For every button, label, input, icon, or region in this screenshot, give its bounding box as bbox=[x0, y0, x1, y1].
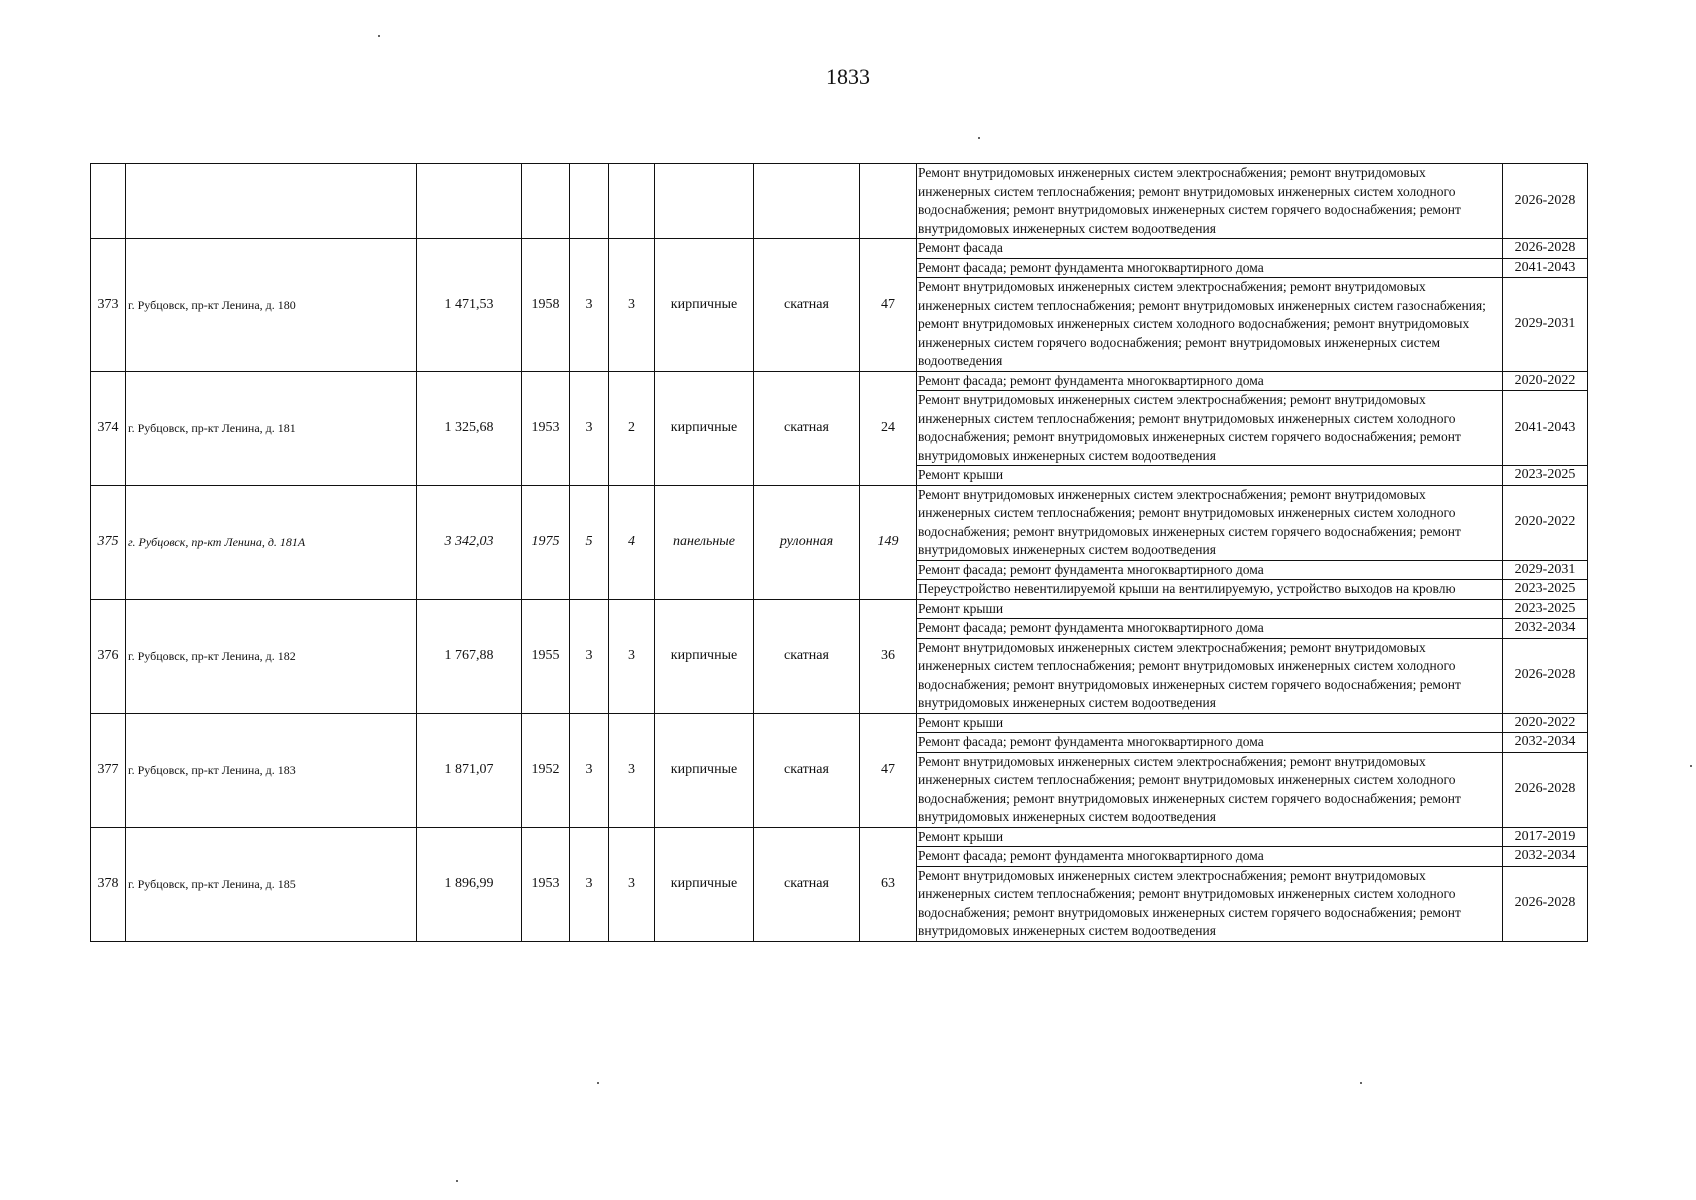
entrances-count: 4 bbox=[609, 485, 655, 599]
build-year: 1955 bbox=[522, 599, 570, 713]
scan-speck bbox=[978, 137, 980, 139]
scan-speck bbox=[456, 1180, 458, 1182]
work-period: 2029-2031 bbox=[1503, 560, 1588, 580]
work-period: 2017-2019 bbox=[1503, 827, 1588, 847]
empty-cell bbox=[609, 164, 655, 239]
work-description: Ремонт внутридомовых инженерных систем электроснабжения; ремонт внутридомовых инженерных систем теплоснабжения; ремонт внутридомовых инженерных систем холодного водоснабжения; ремонт внутридомовых инженерных систем горячего водоснабжения; ремонт внутридомовых инженерных систем водоотведения bbox=[917, 485, 1503, 560]
work-period: 2020-2022 bbox=[1503, 713, 1588, 733]
table-row bbox=[91, 599, 1588, 619]
repair-program-table bbox=[90, 163, 1588, 942]
wall-material: кирпичные bbox=[655, 599, 754, 713]
entrances-count: 3 bbox=[609, 239, 655, 372]
floors-count: 3 bbox=[570, 371, 609, 485]
work-description: Ремонт фасада; ремонт фундамента многоквартирного дома bbox=[917, 258, 1503, 278]
entrances-count: 3 bbox=[609, 713, 655, 827]
table-row bbox=[91, 164, 1588, 239]
work-period: 2029-2031 bbox=[1503, 278, 1588, 372]
roof-type: рулонная bbox=[754, 485, 860, 599]
work-description: Ремонт внутридомовых инженерных систем электроснабжения; ремонт внутридомовых инженерных систем теплоснабжения; ремонт внутридомовых инженерных систем холодного водоснабжения; ремонт внутридомовых инженерных систем горячего водоснабжения; ремонт внутридомовых инженерных систем водоотведения bbox=[917, 391, 1503, 466]
work-description: Ремонт крыши bbox=[917, 466, 1503, 486]
work-period: 2032-2034 bbox=[1503, 847, 1588, 867]
house-area: 1 325,68 bbox=[417, 371, 522, 485]
wall-material: кирпичные bbox=[655, 713, 754, 827]
work-period: 2026-2028 bbox=[1503, 752, 1588, 827]
scan-speck bbox=[1360, 1082, 1362, 1084]
build-year: 1953 bbox=[522, 827, 570, 941]
house-address: г. Рубцовск, пр-кт Ленина, д. 181А bbox=[126, 485, 417, 599]
work-description: Ремонт внутридомовых инженерных систем электроснабжения; ремонт внутридомовых инженерных систем теплоснабжения; ремонт внутридомовых инженерных систем холодного водоснабжения; ремонт внутридомовых инженерных систем горячего водоснабжения; ремонт внутридомовых инженерных систем водоотведения bbox=[917, 638, 1503, 713]
roof-type: скатная bbox=[754, 713, 860, 827]
empty-cell bbox=[754, 164, 860, 239]
table-row bbox=[91, 371, 1588, 391]
house-address: г. Рубцовск, пр-кт Ленина, д. 185 bbox=[126, 827, 417, 941]
table-row bbox=[91, 239, 1588, 259]
house-area: 1 896,99 bbox=[417, 827, 522, 941]
house-area: 1 767,88 bbox=[417, 599, 522, 713]
work-period: 2026-2028 bbox=[1503, 239, 1588, 259]
work-period: 2026-2028 bbox=[1503, 164, 1588, 239]
scan-speck bbox=[597, 1082, 599, 1084]
house-area: 1 471,53 bbox=[417, 239, 522, 372]
work-description: Ремонт фасада; ремонт фундамента многоквартирного дома bbox=[917, 371, 1503, 391]
residents-count: 63 bbox=[860, 827, 917, 941]
wall-material: кирпичные bbox=[655, 371, 754, 485]
roof-type: скатная bbox=[754, 599, 860, 713]
work-description: Ремонт внутридомовых инженерных систем электроснабжения; ремонт внутридомовых инженерных систем теплоснабжения; ремонт внутридомовых инженерных систем холодного водоснабжения; ремонт внутридомовых инженерных систем горячего водоснабжения; ремонт внутридомовых инженерных систем водоотведения bbox=[917, 164, 1503, 239]
work-period: 2032-2034 bbox=[1503, 733, 1588, 753]
floors-count: 3 bbox=[570, 713, 609, 827]
empty-cell bbox=[417, 164, 522, 239]
house-area: 1 871,07 bbox=[417, 713, 522, 827]
empty-cell bbox=[860, 164, 917, 239]
build-year: 1953 bbox=[522, 371, 570, 485]
scan-speck bbox=[1690, 765, 1692, 767]
table-row bbox=[91, 827, 1588, 847]
house-address: г. Рубцовск, пр-кт Ленина, д. 180 bbox=[126, 239, 417, 372]
work-period: 2041-2043 bbox=[1503, 391, 1588, 466]
work-period: 2032-2034 bbox=[1503, 619, 1588, 639]
floors-count: 3 bbox=[570, 827, 609, 941]
repair-program-table-wrap bbox=[90, 163, 1587, 942]
scan-speck bbox=[378, 35, 380, 37]
build-year: 1975 bbox=[522, 485, 570, 599]
work-period: 2023-2025 bbox=[1503, 466, 1588, 486]
floors-count: 3 bbox=[570, 239, 609, 372]
work-description: Переустройство невентилируемой крыши на вентилируемую, устройство выходов на кровлю bbox=[917, 580, 1503, 600]
row-number: 377 bbox=[91, 713, 126, 827]
build-year: 1958 bbox=[522, 239, 570, 372]
work-description: Ремонт крыши bbox=[917, 713, 1503, 733]
residents-count: 47 bbox=[860, 713, 917, 827]
page-number: 1833 bbox=[826, 64, 870, 89]
work-period: 2026-2028 bbox=[1503, 638, 1588, 713]
wall-material: панельные bbox=[655, 485, 754, 599]
work-description: Ремонт крыши bbox=[917, 827, 1503, 847]
work-description: Ремонт фасада; ремонт фундамента многоквартирного дома bbox=[917, 619, 1503, 639]
house-address: г. Рубцовск, пр-кт Ленина, д. 183 bbox=[126, 713, 417, 827]
residents-count: 47 bbox=[860, 239, 917, 372]
work-period: 2023-2025 bbox=[1503, 599, 1588, 619]
work-description: Ремонт фасада; ремонт фундамента многоквартирного дома bbox=[917, 847, 1503, 867]
entrances-count: 2 bbox=[609, 371, 655, 485]
roof-type: скатная bbox=[754, 371, 860, 485]
residents-count: 24 bbox=[860, 371, 917, 485]
work-description: Ремонт фасада; ремонт фундамента многоквартирного дома bbox=[917, 733, 1503, 753]
entrances-count: 3 bbox=[609, 827, 655, 941]
work-description: Ремонт внутридомовых инженерных систем электроснабжения; ремонт внутридомовых инженерных систем теплоснабжения; ремонт внутридомовых инженерных систем холодного водоснабжения; ремонт внутридомовых инженерных систем горячего водоснабжения; ремонт внутридомовых инженерных систем водоотведения bbox=[917, 866, 1503, 941]
residents-count: 149 bbox=[860, 485, 917, 599]
row-number: 378 bbox=[91, 827, 126, 941]
build-year: 1952 bbox=[522, 713, 570, 827]
house-address: г. Рубцовск, пр-кт Ленина, д. 181 bbox=[126, 371, 417, 485]
floors-count: 3 bbox=[570, 599, 609, 713]
empty-cell bbox=[570, 164, 609, 239]
row-number: 375 bbox=[91, 485, 126, 599]
row-number: 376 bbox=[91, 599, 126, 713]
work-description: Ремонт внутридомовых инженерных систем электроснабжения; ремонт внутридомовых инженерных систем теплоснабжения; ремонт внутридомовых инженерных систем газоснабжения; ремонт внутридомовых инженерных систем холодного водоснабжения; ремонт внутридомовых инженерных систем горячего водоснабжения; ремонт внутридомовых инженерных систем водоотведения bbox=[917, 278, 1503, 372]
wall-material: кирпичные bbox=[655, 239, 754, 372]
floors-count: 5 bbox=[570, 485, 609, 599]
table-row bbox=[91, 713, 1588, 733]
wall-material: кирпичные bbox=[655, 827, 754, 941]
row-number: 374 bbox=[91, 371, 126, 485]
empty-cell bbox=[126, 164, 417, 239]
work-period: 2023-2025 bbox=[1503, 580, 1588, 600]
table-body bbox=[91, 164, 1588, 942]
work-description: Ремонт фасада; ремонт фундамента многоквартирного дома bbox=[917, 560, 1503, 580]
house-area: 3 342,03 bbox=[417, 485, 522, 599]
work-description: Ремонт фасада bbox=[917, 239, 1503, 259]
work-period: 2020-2022 bbox=[1503, 371, 1588, 391]
work-period: 2041-2043 bbox=[1503, 258, 1588, 278]
work-description: Ремонт крыши bbox=[917, 599, 1503, 619]
work-period: 2026-2028 bbox=[1503, 866, 1588, 941]
entrances-count: 3 bbox=[609, 599, 655, 713]
empty-cell bbox=[522, 164, 570, 239]
work-period: 2020-2022 bbox=[1503, 485, 1588, 560]
house-address: г. Рубцовск, пр-кт Ленина, д. 182 bbox=[126, 599, 417, 713]
work-description: Ремонт внутридомовых инженерных систем электроснабжения; ремонт внутридомовых инженерных систем теплоснабжения; ремонт внутридомовых инженерных систем холодного водоснабжения; ремонт внутридомовых инженерных систем горячего водоснабжения; ремонт внутридомовых инженерных систем водоотведения bbox=[917, 752, 1503, 827]
row-number: 373 bbox=[91, 239, 126, 372]
table-row bbox=[91, 485, 1588, 560]
empty-cell bbox=[91, 164, 126, 239]
empty-cell bbox=[655, 164, 754, 239]
residents-count: 36 bbox=[860, 599, 917, 713]
roof-type: скатная bbox=[754, 239, 860, 372]
roof-type: скатная bbox=[754, 827, 860, 941]
